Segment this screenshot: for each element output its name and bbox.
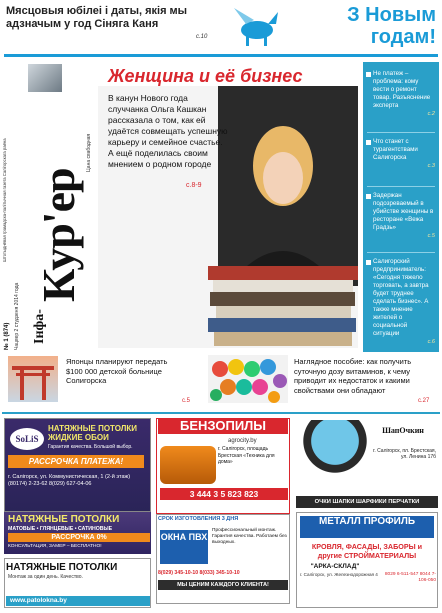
solis-address: г. Салігорск, ул. Коммунистическая, 1 (2-й этаж) (80174) 2-23-62 8(029) 627-04-06 <box>8 474 131 487</box>
windows-bar: МЫ ЦЕНИМ КАЖДОГО КЛИЕНТА! <box>158 580 288 590</box>
ceilings3-site[interactable]: www.patolokna.by <box>6 596 150 606</box>
news-japan-ref: с.5 <box>182 398 191 404</box>
main-story-page-ref: с.8-9 <box>186 182 202 189</box>
solis-logo: SoLiS <box>10 428 44 450</box>
bullet-icon <box>366 194 371 199</box>
windows-header: СРОК ИЗГОТОВЛЕНИЯ 3 ДНЯ <box>158 516 239 522</box>
chainsaws-text: г. Салігорск, площадь Брестская «Техника для дома» <box>218 446 275 465</box>
hats-bar: ОЧКИ ШАПКИ ШАРФИКИ ПЕРЧАТКИ <box>296 496 438 508</box>
bullet-icon <box>366 260 371 265</box>
news-vitamins-ref: с.27 <box>418 398 430 404</box>
ceilings3-subtext: Монтаж за один день. Качество. <box>8 574 83 580</box>
top-divider <box>4 54 438 57</box>
hats-address: г. Салігорск, пл. Брестская, ул. Ленина 17б <box>373 448 436 460</box>
windows-box: ОКНА ПВХ <box>160 530 208 564</box>
issue-number: № 1 (874) <box>4 322 10 350</box>
vitamins-photo <box>208 355 288 403</box>
teaser-divider <box>367 252 435 253</box>
windows-phones: 8(029) 345-10-10 8(033) 345-10-10 <box>158 570 240 576</box>
solis-headline: НАТЯЖНЫЕ ПОТОЛКИ ЖИДКИЕ ОБОИ <box>48 424 138 442</box>
metal-warehouse: "АРКА-СКЛАД" <box>310 563 360 570</box>
chainsaw-icon <box>160 446 216 484</box>
metal-phones: 8029 6-511-547 8044 7-106-050 <box>384 572 436 583</box>
hats-brand: ШапОчкин <box>382 426 424 435</box>
main-story-title[interactable]: Женщина и её бизнес <box>108 66 303 86</box>
torii-icon <box>8 356 58 402</box>
top-headline[interactable]: Мясцовыя юбілеі і даты, якія мы адзначым у год Сіняга Каня <box>6 5 188 30</box>
price-note: Цана свабодная <box>86 133 92 172</box>
ads-divider <box>2 412 440 414</box>
masthead-description: Штотыднёвая грамадска-палітычная газета Салігорскага раёна <box>2 138 7 262</box>
masthead-photo <box>28 64 62 92</box>
horse-logo-icon <box>228 2 286 50</box>
metal-headline: КРОВЛЯ, ФАСАДЫ, ЗАБОРЫ и другие СТРОЙМАТЕРИАЛЫ <box>311 542 423 560</box>
torii-gate-photo <box>8 356 58 402</box>
teaser-item[interactable]: Что станет с турагентствами Салигорска с.3 <box>363 138 439 170</box>
news-vitamins[interactable]: Наглядное пособие: как получить суточную дозу витаминов, к чему приводит их недостаток и какими свойствами они обладают <box>294 357 412 395</box>
ceilings2-line3: КОНСУЛЬТАЦИЯ, ЗАМЕР – БЕСПЛАТНО! <box>8 544 102 549</box>
teaser-item[interactable]: Не платеж – проблема: кому вести о ремонт товар. Разъяснение эксперта с.2 <box>363 70 439 118</box>
main-story-text: В канун Нового года случчанка Ольга Кашкан рассказала о том, как ей удаётся совмещать успешную карьеру и семейное счастье. А ещё поделилась своим мнением о родном городе <box>108 93 228 169</box>
metal-logo: МЕТАЛЛ ПРОФИЛЬ <box>300 516 434 538</box>
teaser-divider <box>367 186 435 187</box>
ceilings2-headline: НАТЯЖНЫЕ ПОТОЛКИ <box>8 514 120 525</box>
logo-prefix: Інфа- <box>32 309 47 344</box>
top-page-ref: с.10 <box>196 34 208 40</box>
ceilings3-headline: НАТЯЖНЫЕ ПОТОЛКИ <box>6 562 118 573</box>
solis-subtext: Гарантия качества. Большой выбор. <box>48 444 133 450</box>
chainsaws-site[interactable]: agrocity.by <box>228 438 257 444</box>
teaser-item[interactable]: Задержан подозреваемый в убийстве женщины в ресторане «Вежа Градзь» с.5 <box>363 192 439 240</box>
ceilings2-line1: МАТОВЫЕ • ГЛЯНЦЕВЫЕ • САТИНОВЫЕ <box>8 526 113 532</box>
masthead <box>2 62 94 350</box>
issue-date: Чацвер 2 студзеня 2014 года <box>14 282 20 350</box>
teaser-divider <box>367 132 435 133</box>
teaser-column <box>363 62 439 352</box>
bullet-icon <box>366 140 371 145</box>
bullet-icon <box>366 72 371 77</box>
hat-icon <box>300 420 370 480</box>
news-japan[interactable]: Японцы планируют передать $100 000 детской больнице Солигорска <box>66 357 168 385</box>
chainsaws-title: БЕНЗОПИЛЫ <box>158 418 288 434</box>
logo-main: Кур'ер <box>33 168 84 302</box>
chainsaws-phones: 3 444 3 5 823 823 <box>160 488 288 500</box>
teaser-item[interactable]: Салигорский предприниматель: «Сегодня тяжело торговать, а завтра будет труднее сделать бизнес». А также мнение жителей о социальной ситуации с.6 <box>363 258 439 346</box>
metal-address: г. Салігорск, ул. Железнодорожная 4 <box>300 572 378 577</box>
solis-credit: РАССРОЧКА ПЛАТЕЖА! <box>8 455 144 468</box>
windows-text: Профессиональный монтаж. Гарантия качества. Работаем без выходных. <box>212 528 287 545</box>
ceilings2-line2: РАССРОЧКА 0% <box>8 533 150 542</box>
new-year-greeting: З Новым годам! <box>347 4 436 48</box>
